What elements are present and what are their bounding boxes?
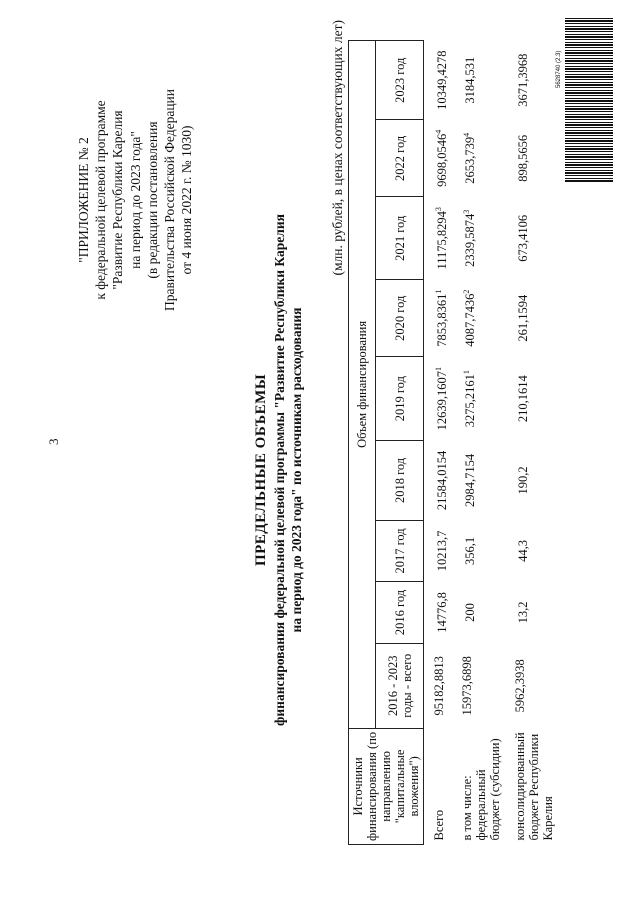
cell-value: 21584,0154 [435, 450, 450, 511]
year-header: 2023 год [376, 41, 424, 120]
cell-value: 9698,0546$^4$ [434, 129, 450, 187]
title-line1: финансирования федеральной целевой программы "Развитие Республики Карелия [272, 214, 287, 726]
units-note: (млн. рублей, в ценах соответствующих лет) [330, 20, 345, 276]
cell-value: 2653,739$^4$ [462, 132, 478, 184]
table-row [424, 41, 453, 845]
appendix-line: "ПРИЛОЖЕНИЕ № 2 [76, 137, 91, 263]
appendix-line: (в редакции постановления [144, 121, 160, 279]
row-total: 15973,6898 [460, 656, 475, 716]
cell-value: 12639,1607$^1$ [434, 366, 450, 431]
row-source: в том числе: федеральный бюджет (субсидии) [460, 738, 503, 841]
cell-value: 7853,8361$^1$ [434, 289, 450, 347]
year-header: 2017 год [376, 520, 424, 582]
cell-value: 44,3 [516, 540, 531, 562]
page-number: 3 [46, 438, 61, 445]
cell-value: 2339,5874$^3$ [462, 209, 478, 267]
row-source: Всего [432, 809, 446, 841]
financing-table-container [348, 40, 558, 845]
source-header: Источники финансирования (по направлению "капитальные вложения") [349, 728, 424, 844]
total-header: 2016 - 2023 годы - всего [376, 643, 424, 728]
appendix-line: Правительства Российской Федерации [162, 89, 178, 311]
row-source: консолидированный бюджет Республики Карелия [513, 732, 556, 841]
document-title [252, 140, 305, 800]
title-line2: на период до 2023 года" по источникам расходования [289, 307, 304, 633]
appendix-line: к федеральной целевой программе [93, 100, 109, 300]
cell-value: 210,1614 [516, 375, 531, 423]
cell-value: 14776,8 [435, 592, 450, 633]
appendix-header [75, 30, 195, 370]
volume-header: Объем финансирования [349, 41, 376, 729]
year-header: 2019 год [376, 357, 424, 441]
cell-value: 4087,7436$^2$ [462, 289, 478, 347]
row-total: 95182,8813 [432, 656, 446, 716]
table-row [452, 41, 505, 845]
financing-table [348, 40, 558, 845]
year-header: 2016 год [376, 582, 424, 644]
cell-value: 200 [463, 603, 478, 622]
cell-value: 261,1594 [516, 294, 531, 342]
cell-value: 3275,2161$^1$ [462, 370, 478, 428]
row-total: 5962,3938 [513, 659, 528, 713]
cell-value: 10349,4278 [435, 50, 450, 110]
cell-value: 356,1 [463, 536, 478, 565]
cell-value: 673,4106 [516, 214, 531, 262]
year-header: 2021 год [376, 197, 424, 280]
year-header: 2022 год [376, 120, 424, 197]
year-header: 2018 год [376, 441, 424, 520]
barcode-text: 5628740 (2.3) [556, 50, 562, 88]
cell-value: 3184,531 [463, 56, 478, 104]
appendix-line: "Развитие Республики Карелия [110, 110, 126, 290]
appendix-line: на период до 2023 года" [127, 131, 143, 269]
barcode-icon [565, 18, 613, 183]
cell-value: 10213,7 [435, 530, 450, 572]
cell-value: 13,2 [516, 601, 531, 624]
cell-value: 898,5656 [516, 134, 531, 182]
cell-value: 11175,8294$^3$ [434, 207, 450, 270]
appendix-line: от 4 июня 2022 г. № 1030) [179, 125, 195, 275]
cell-value: 3671,3968 [516, 53, 531, 107]
table-row [505, 41, 558, 845]
title-main: ПРЕДЕЛЬНЫЕ ОБЪЕМЫ [253, 373, 269, 567]
cell-value: 190,2 [516, 466, 531, 495]
cell-value: 2984,7154 [463, 453, 478, 508]
year-header: 2020 год [376, 280, 424, 357]
